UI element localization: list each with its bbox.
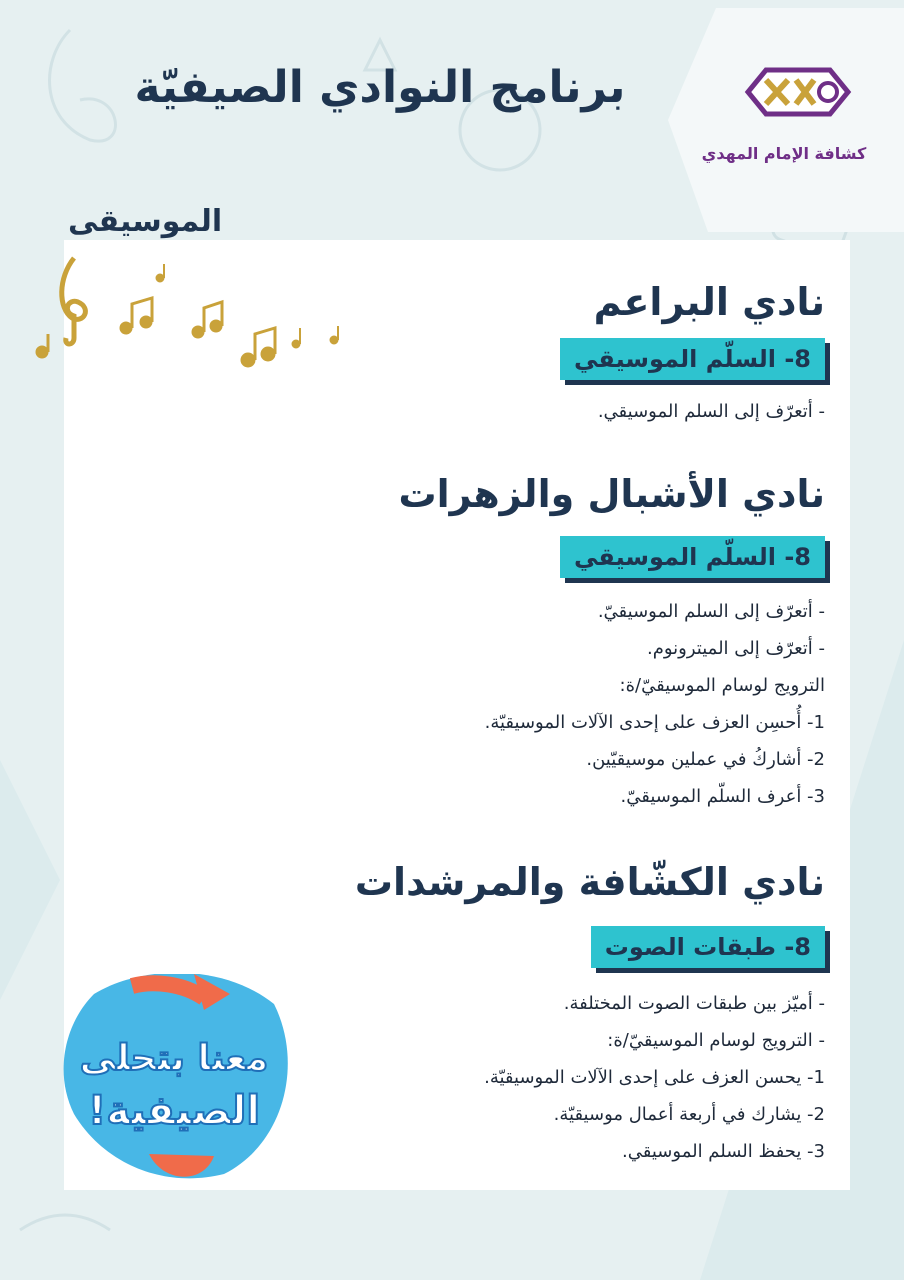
list-item: الترويج لوسام الموسيقيّ/ة: bbox=[619, 675, 825, 696]
list-item: 2- أشاركُ في عملين موسيقيّين. bbox=[586, 749, 825, 770]
music-notes-icon bbox=[28, 248, 348, 378]
badge-line-1: معنا بتحلى bbox=[79, 1038, 269, 1079]
lesson-box-scouts: 8- طبقات الصوت bbox=[591, 926, 825, 968]
section-label: الموسيقى bbox=[68, 204, 223, 239]
list-item: 2- يشارك في أربعة أعمال موسيقيّة. bbox=[553, 1104, 825, 1125]
club-lines-buds bbox=[305, 393, 825, 430]
list-item: 3- يحفظ السلم الموسيقي. bbox=[622, 1141, 825, 1162]
club-lines-cubs bbox=[305, 593, 825, 815]
list-item: - أتعرّف إلى السلم الموسيقي. bbox=[597, 401, 825, 422]
page-title: برنامج النوادي الصيفيّة bbox=[134, 62, 626, 113]
list-item: - الترويج لوسام الموسيقيّ/ة: bbox=[607, 1030, 825, 1051]
lesson-box-cubs: 8- السلّم الموسيقي bbox=[560, 536, 825, 578]
list-item: 3- أعرف السلّم الموسيقيّ. bbox=[620, 786, 825, 807]
club-title-buds: نادي البراعم bbox=[593, 280, 825, 324]
club-title-scouts: نادي الكشّافة والمرشدات bbox=[354, 860, 825, 904]
logo-emblem-icon bbox=[668, 8, 904, 232]
club-title-cubs: نادي الأشبال والزهرات bbox=[398, 472, 825, 516]
logo-text: كشافة الإمام المهدي bbox=[701, 144, 867, 163]
logo-card bbox=[668, 8, 904, 232]
badge-line-2: الصيفية! bbox=[87, 1088, 261, 1134]
list-item: - أتعرّف إلى الميترونوم. bbox=[647, 638, 825, 659]
list-item: 1- يحسن العزف على إحدى الآلات الموسيقيّة. bbox=[484, 1067, 825, 1088]
lesson-box-buds: 8- السلّم الموسيقي bbox=[560, 338, 825, 380]
list-item: - أميّز بين طبقات الصوت المختلفة. bbox=[563, 993, 825, 1014]
club-lines-scouts bbox=[305, 985, 825, 1170]
list-item: - أتعرّف إلى السلم الموسيقيّ. bbox=[597, 601, 825, 622]
list-item: 1- أُحسِن العزف على إحدى الآلات الموسيقيّة. bbox=[484, 712, 825, 733]
summer-badge bbox=[54, 974, 294, 1184]
